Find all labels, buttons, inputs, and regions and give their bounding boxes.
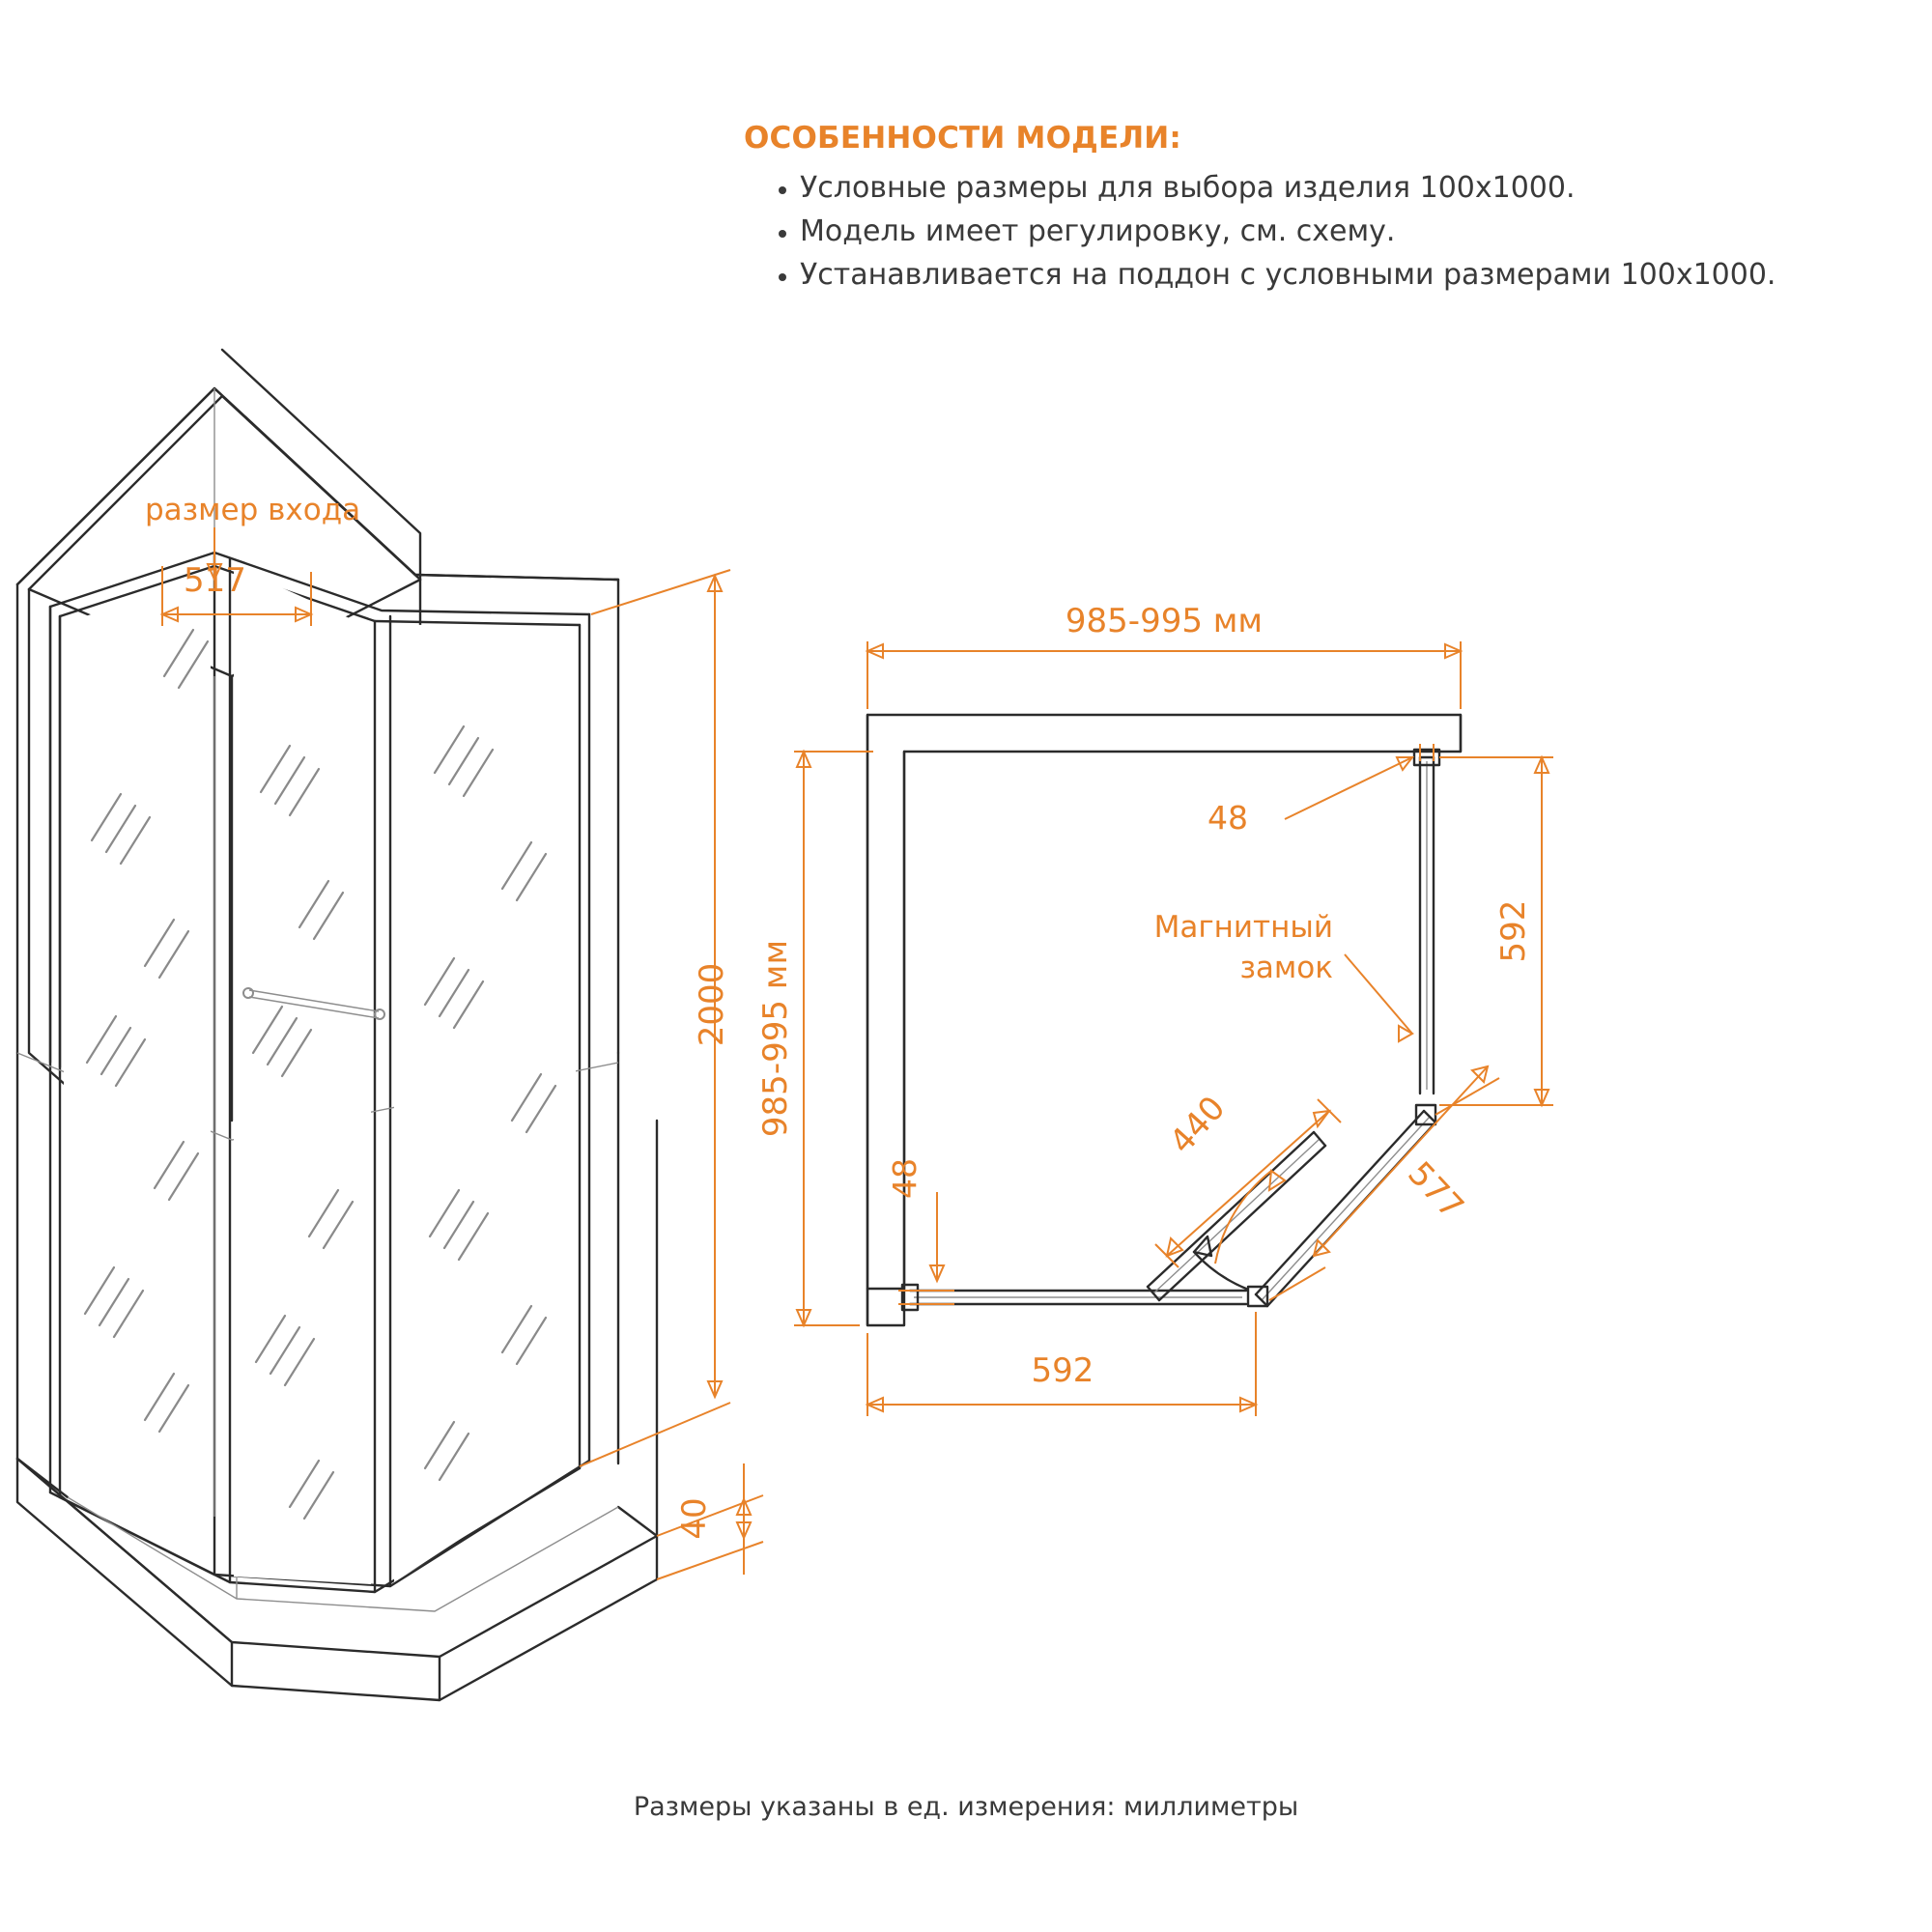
iso-glass-panels <box>64 566 576 1584</box>
isometric-svg <box>0 386 966 1816</box>
plan-left-value: 985-995 мм <box>756 939 795 1138</box>
dim-right-depth <box>1439 757 1553 1105</box>
feature-item: • Условные размеры для выбора изделия 100х1000. <box>800 169 1864 209</box>
features-block <box>744 121 1864 298</box>
entry-label: размер входа <box>145 493 361 527</box>
plan-frames <box>902 750 1439 1310</box>
features-list <box>744 169 1864 295</box>
bottom-depth-value: 592 <box>1031 1351 1094 1390</box>
dim-profile-top <box>1208 744 1434 837</box>
profile-top-value: 48 <box>1208 799 1248 837</box>
plan-svg <box>756 602 1932 1739</box>
entry-width-value: 517 <box>184 561 246 600</box>
plan-view <box>756 602 1932 1739</box>
magnetic-lock-label-2: замок <box>1239 951 1333 985</box>
footnote: Размеры указаны в ед. измерения: миллиметры <box>633 1792 1299 1822</box>
plan-top-value: 985-995 мм <box>1065 602 1264 640</box>
dim-door-leaf <box>1155 1089 1341 1267</box>
diagonal-value: 577 <box>1400 1154 1471 1227</box>
feature-item: • Устанавливается на поддон с условными размерами 100х1000. <box>800 256 1864 296</box>
feature-item: • Модель имеет регулировку, см. схему. <box>800 213 1864 252</box>
magnetic-lock-label-1: Магнитный <box>1153 910 1333 945</box>
right-depth-value: 592 <box>1494 899 1533 963</box>
magnetic-lock-callout <box>1154 910 1412 1041</box>
dim-height <box>580 570 763 1579</box>
door-leaf-value: 440 <box>1162 1089 1234 1162</box>
features-title: ОСОБЕННОСТИ МОДЕЛИ: <box>744 121 1182 156</box>
height-value: 2000 <box>693 962 731 1047</box>
base-height-value: 40 <box>675 1497 714 1540</box>
isometric-view <box>0 386 966 1816</box>
profile-bottom-value: 48 <box>886 1158 923 1199</box>
